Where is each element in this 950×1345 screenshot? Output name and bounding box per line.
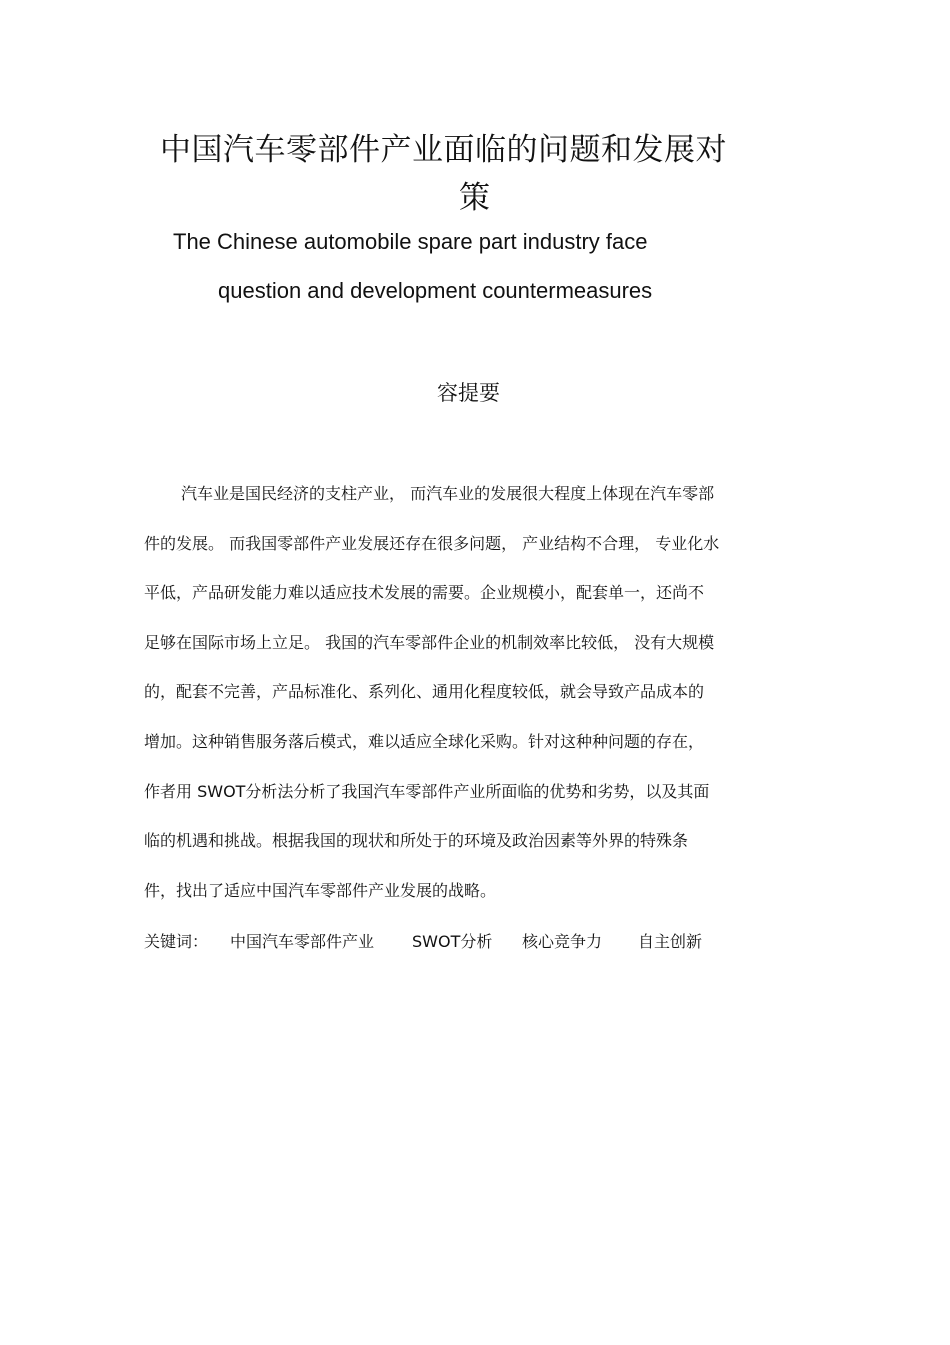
abstract-line: 作者用 SWOT分析法分析了我国汽车零部件产业所面临的优势和劣势，以及其面 [144, 782, 710, 801]
abstract-line: 的，配套不完善，产品标准化、系列化、通用化程度较低，就会导致产品成本的 [144, 682, 705, 701]
title-cn-line1: 中国汽车零部件产业面临的问题和发展对 [160, 132, 727, 168]
abstract-line: 足够在国际市场上立足。 我国的汽车零部件企业的机制效率比较低， 没有大规模 [144, 633, 715, 652]
keywords-label: 关键词： [144, 932, 209, 951]
title-en-line1: The Chinese automobile spare part industry face [173, 229, 648, 254]
abstract-line: 平低，产品研发能力难以适应技术发展的需要。企业规模小，配套单一，还尚不 [144, 583, 705, 602]
abstract-line: 件的发展。 而我国零部件产业发展还存在很多问题， 产业结构不合理， 专业化水 [144, 534, 720, 553]
abstract-line: 增加。这种销售服务落后模式，难以适应全球化采购。针对这种种问题的存在， [144, 732, 705, 751]
abstract-line: 件，找出了适应中国汽车零部件产业发展的战略。 [144, 881, 497, 900]
abstract-line: 汽车业是国民经济的支柱产业， 而汽车业的发展很大程度上体现在汽车零部 [181, 484, 715, 503]
keyword: SWOT分析 [412, 932, 493, 951]
keyword: 自主创新 [638, 932, 703, 951]
abstract-heading: 容提要 [437, 381, 500, 405]
abstract-line: 临的机遇和挑战。根据我国的现状和所处于的环境及政治因素等外界的特殊条 [144, 831, 689, 850]
keyword: 核心竞争力 [522, 932, 603, 951]
title-en-line2: question and development countermeasures [218, 278, 653, 303]
title-cn-line2: 策 [459, 180, 491, 216]
keyword: 中国汽车零部件产业 [230, 932, 375, 951]
